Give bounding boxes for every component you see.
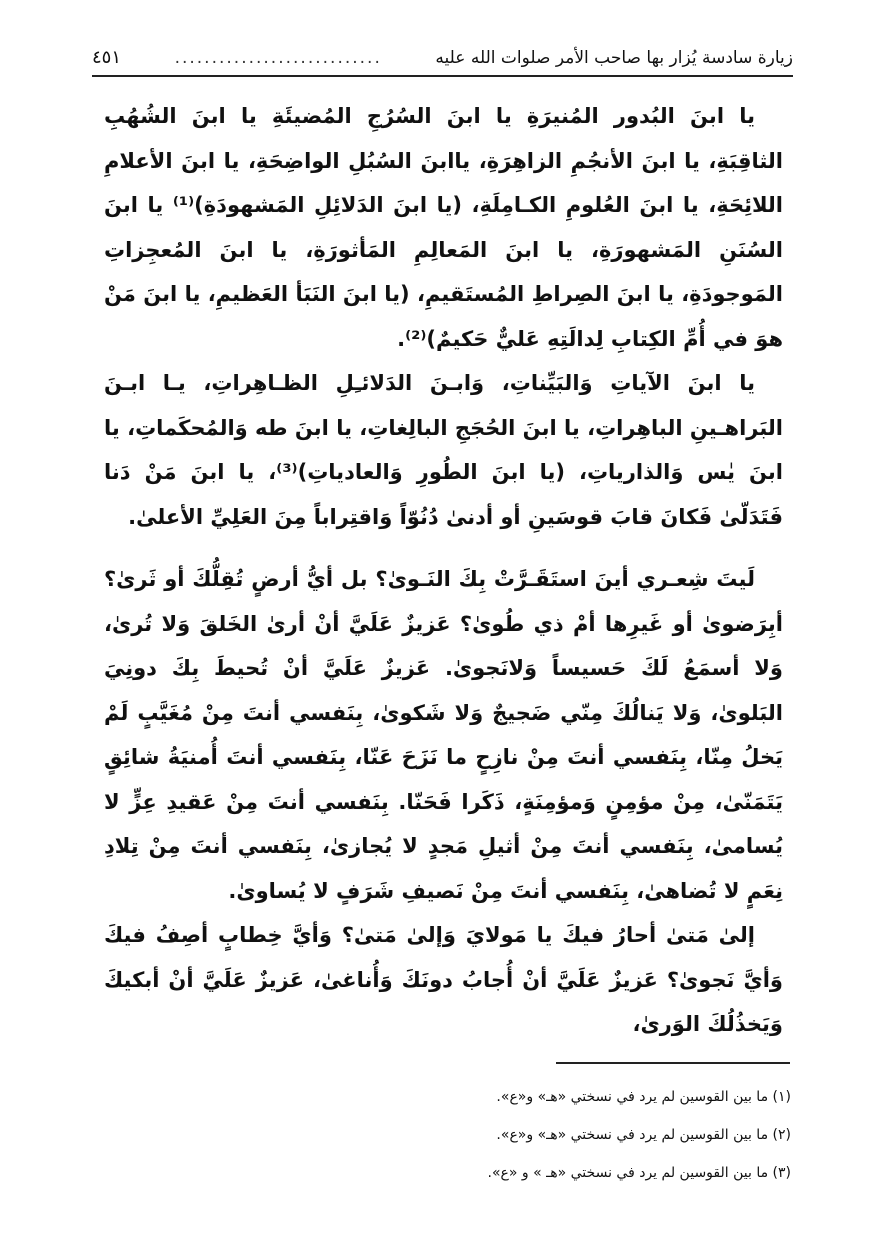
- dot-leader: ............................: [174, 48, 382, 68]
- page-number: ٤٥١: [92, 47, 122, 68]
- paragraph-1: يا ابنَ البُدور المُنيرَةِ يا ابنَ السُرُجِ المُضيئَةِ يا ابنَ الشُهُبِ الثاقِبَةِ، يا ابنَ الأنجُمِ الزاهِرَةِ، ياابنَ السُبُلِ الواضِحَةِ، يا ابنَ الأعلامِ اللائِحَةِ، يا ابنَ العُلومِ الكـامِلَةِ، (يا ابنَ الدَلائِلِ المَشهودَةِ)⁽¹⁾ يا ابنَ السُنَنِ المَشهورَةِ، يا ابنَ المَعالِمِ المَأثورَةِ، يا ابنَ المُعجِزاتِ المَوجودَةِ، يا ابنَ الصِراطِ المُستَقيمِ، (يا ابنَ النَبَأ العَظيمِ، يا ابنَ مَنْ هوَ في أُمِّ الكِتابِ لِدالَتِهِ عَليٌّ حَكيمٌ)⁽²⁾.: [104, 104, 783, 351]
- paragraph-3: لَيتَ شِعـري أينَ استَقَـرَّتْ بِكَ النَـوىٰ؟ بل أيُّ أرضٍ تُقِلُّكَ أو ثَرىٰ؟ أبِرَضوىٰ أو غَيرِها أمْ ذي طُوىٰ؟ عَزيزٌ عَلَيَّ أنْ أرىٰ الخَلقَ وَلا تُرىٰ، وَلا أسمَعُ لَكَ حَسيساً وَلانَجوىٰ. عَزيزٌ عَلَيَّ أنْ تُحيطَ بِكَ دونِيَ البَلوىٰ، وَلا يَنالُكَ مِنّي ضَجيجٌ وَلا شَكوىٰ، بِنَفسي أنتَ مِنْ مُغَيَّبٍ لَمْ يَخلُ مِنّا، بِنَفسي أنتَ مِنْ نازِحٍ ما نَزَحَ عَنّا، بِنَفسي أنتَ أُمنيَةُ شائِقٍ يَتَمَنّىٰ، مِنْ مؤمِنٍ وَمؤمِنَةٍ، ذَكَرا فَحَنّا. بِنَفسي أنتَ مِنْ عَقيدِ عِزٍّ لا يُسامىٰ، بِنَفسي أنتَ مِنْ أثيلِ مَجدٍ لا يُجازىٰ، بِنَفسي أنتَ مِنْ تِلادِ نِعَمٍ لا تُضاهىٰ، بِنَفسي أنتَ مِنْ نَصيفِ شَرَفٍ لا يُساوىٰ.: [104, 567, 783, 903]
- paragraph-2: يا ابنَ الآياتِ وَالبَيِّناتِ، وَابـنَ الدَلائـِلِ الظـاهِراتِ، يـا ابـنَ البَراهـينِ الباهِراتِ، يا ابنَ الحُجَجِ البالِغاتِ، يا ابنَ طه وَالمُحكَماتِ، يا ابنَ يٰس وَالذارياتِ، (يا ابنَ الطُورِ وَالعادياتِ)⁽³⁾، يا ابنَ مَنْ دَنا فَتَدَلّىٰ فَكانَ قابَ قوسَينِ أو أدنىٰ دُنُوّاً وَاقتِراباً مِنَ العَلِيِّ الأعلىٰ.: [104, 371, 783, 529]
- running-title: زيارة سادسة يُزار بها صاحب الأمر صلوات الله عليه: [435, 48, 793, 68]
- footnote-1: (١) ما بين القوسين لم يرد في نسختي «هـ» و«ع».: [496, 1089, 791, 1105]
- running-header: [92, 34, 793, 68]
- main-text: [104, 94, 783, 1047]
- footnote-rule: [556, 1062, 790, 1064]
- header-rule: [92, 75, 793, 77]
- footnote-3: (٣) ما بين القوسين لم يرد في نسختي «هـ » و «ع».: [487, 1165, 791, 1181]
- paragraph-4: إلىٰ مَتىٰ أحارُ فيكَ يا مَولايَ وَإلىٰ مَتىٰ؟ وَأيَّ خِطابٍ أصِفُ فيكَ وَأيَّ نَجوىٰ؟ عَزيزٌ عَلَيَّ أنْ أُجابُ دونَكَ وَأُناغىٰ، عَزيزٌ عَلَيَّ أنْ أبكيكَ وَيَخذُلُكَ الوَرىٰ،: [104, 923, 783, 1036]
- footnote-2: (٢) ما بين القوسين لم يرد في نسختي «هـ» و«ع».: [496, 1127, 791, 1143]
- footnotes: [371, 1078, 791, 1192]
